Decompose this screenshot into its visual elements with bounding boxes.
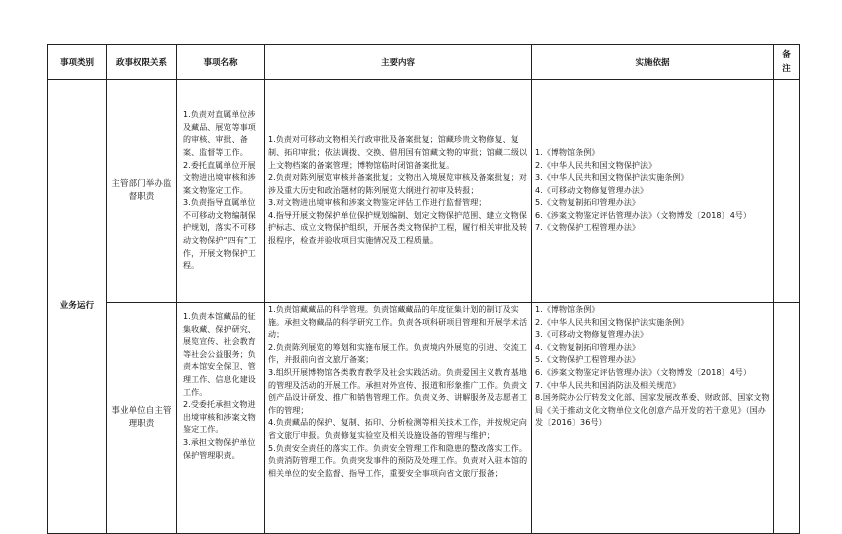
list-item: 4.负责藏品的保护、复制、拓印、分析检测等相关技术工作，并按规定向省文旅厅申报。负责修复实验室及相关设施设备的管理与维护；	[268, 418, 527, 440]
list-item: 5.负责安全责任的落实工作。负责安全管理工作和隐患的整改落实工作。负责消防管理工作。负责突发事件的预防及处理工作。负责对入驻本馆的相关单位的安全监督、指导工作，重要安全事项向省文旅厅报备；	[268, 443, 528, 478]
list-item: 1.负责对直属单位涉及藏品、展览等事项的审核、审批、备案、监督等工作。	[183, 110, 256, 157]
category-cell: 业务运行	[48, 80, 107, 534]
list-item: 2.《中华人民共和国文物保护法》	[535, 160, 657, 170]
list-item: 2.受委托承担文物进出境审核和涉案文物鉴定工作。	[183, 400, 256, 435]
list-item: 3.组织开展博物馆各类教育教学及社会实践活动。负责爱国主义教育基地的管理及活动的开展工作。承担对外宣传、报道和形象推广工作。负责文创产品设计研发、推广和销售管理工作。负责义务、讲解服务及志愿者工作的管理；	[268, 367, 528, 415]
responsibility-table	[47, 44, 800, 534]
table-row	[48, 80, 800, 303]
list-item: 2.委托直属单位开展文物进出境审核和涉案文物鉴定工作。	[183, 160, 256, 195]
list-item: 1.负责馆藏藏品的科学管理。负责馆藏藏品的年度征集计划的制订及实施。承担文物藏品的科学研究工作。负责各项科研项目管理和开展学术活动；	[268, 305, 528, 340]
relation-cell: 事业单位自主管理职责	[107, 303, 177, 534]
list-item: 4.《文物复制拓印管理办法》	[535, 342, 641, 352]
list-item: 1.负责对可移动文物相关行政审批及备案批复；馆藏珍贵文物修复、复制、拓印审批；依法调拨、交换、借用国有馆藏文物的审批；馆藏二级以上文物档案的备案管理；博物馆临时闭馆备案批复。	[268, 135, 528, 170]
list-item: 5.《文物复制拓印管理办法》	[535, 198, 641, 208]
remark-cell	[774, 303, 800, 534]
header-category: 事项类别	[48, 45, 107, 80]
content-cell	[265, 303, 532, 534]
basis-cell	[532, 303, 774, 534]
header-content: 主要内容	[265, 45, 532, 80]
basis-cell	[532, 80, 774, 303]
header-name: 事项名称	[177, 45, 265, 80]
table-row	[48, 303, 800, 534]
list-item: 7.《中华人民共和国消防法及相关规范》	[535, 380, 681, 390]
list-item: 6.《涉案文物鉴定评估管理办法》（文物博发〔2018〕4号）	[535, 367, 752, 377]
item-name-cell	[177, 303, 265, 534]
list-item: 3.承担文物保护单位保护管理职责。	[183, 437, 256, 460]
remark-cell	[774, 80, 800, 303]
list-item: 3.负责指导直属单位不可移动文物编制保护规划，落实不可移动文物保护“四有”工作，开展文物保护工程。	[183, 198, 257, 271]
list-item: 4.指导开展文物保护单位保护规划编制、划定文物保护范围、建立文物保护标志、成立文物保护组织，开展各类文物保护工程，履行相关审批及转报程序，检查并验收项目实施情况及工程质量。	[268, 210, 528, 246]
list-item: 1.《博物馆条例》	[535, 147, 600, 157]
header-row	[48, 45, 800, 80]
relation-cell: 主管部门举办监督职责	[107, 80, 177, 303]
header-relation: 政事权限关系	[107, 45, 177, 80]
header-remark: 备注	[774, 45, 800, 80]
content-cell	[265, 80, 532, 303]
list-item: 4.《可移动文物修复管理办法》	[535, 185, 649, 195]
item-name-cell	[177, 80, 265, 303]
list-item: 6.《涉案文物鉴定评估管理办法》（文物博发〔2018〕4号）	[535, 210, 752, 220]
header-basis: 实施依据	[532, 45, 774, 80]
list-item: 3.对文物进出境审核和涉案文物鉴定评估工作进行监督管理；	[268, 198, 487, 208]
list-item: 2.《中华人民共和国文物保护法实施条例》	[535, 317, 689, 327]
list-item: 1.《博物馆条例》	[535, 305, 600, 314]
list-item: 8.国务院办公厅转发文化部、国家发展改革委、财政部、国家文物局《关于推动文化文物单位文化创意产品开发的若干意见》（国办发〔2016〕36号）	[535, 393, 770, 428]
list-item: 3.《中华人民共和国文物保护法实施条例》	[535, 173, 689, 183]
list-item: 3.《可移动文物修复管理办法》	[535, 330, 649, 340]
list-item: 2.负责对陈列展览审核并备案批复；文物出入境展览审核及备案批复；对涉及重大历史和政治题材的陈列展览大纲进行初审及转报；	[268, 173, 527, 195]
list-item: 7.《文物保护工程管理办法》	[535, 223, 641, 233]
list-item: 5.《文物保护工程管理办法》	[535, 355, 641, 365]
list-item: 1.负责本馆藏品的征集收藏、保护研究、展览宣传、社会教育等社会公益服务；负责本馆安全保卫、管理工作、信息化建设工作。	[183, 312, 256, 397]
list-item: 2.负责陈列展览的筹划和实施布展工作。负责境内外展览的引进、交流工作，并报前向省文旅厅备案；	[268, 342, 527, 365]
